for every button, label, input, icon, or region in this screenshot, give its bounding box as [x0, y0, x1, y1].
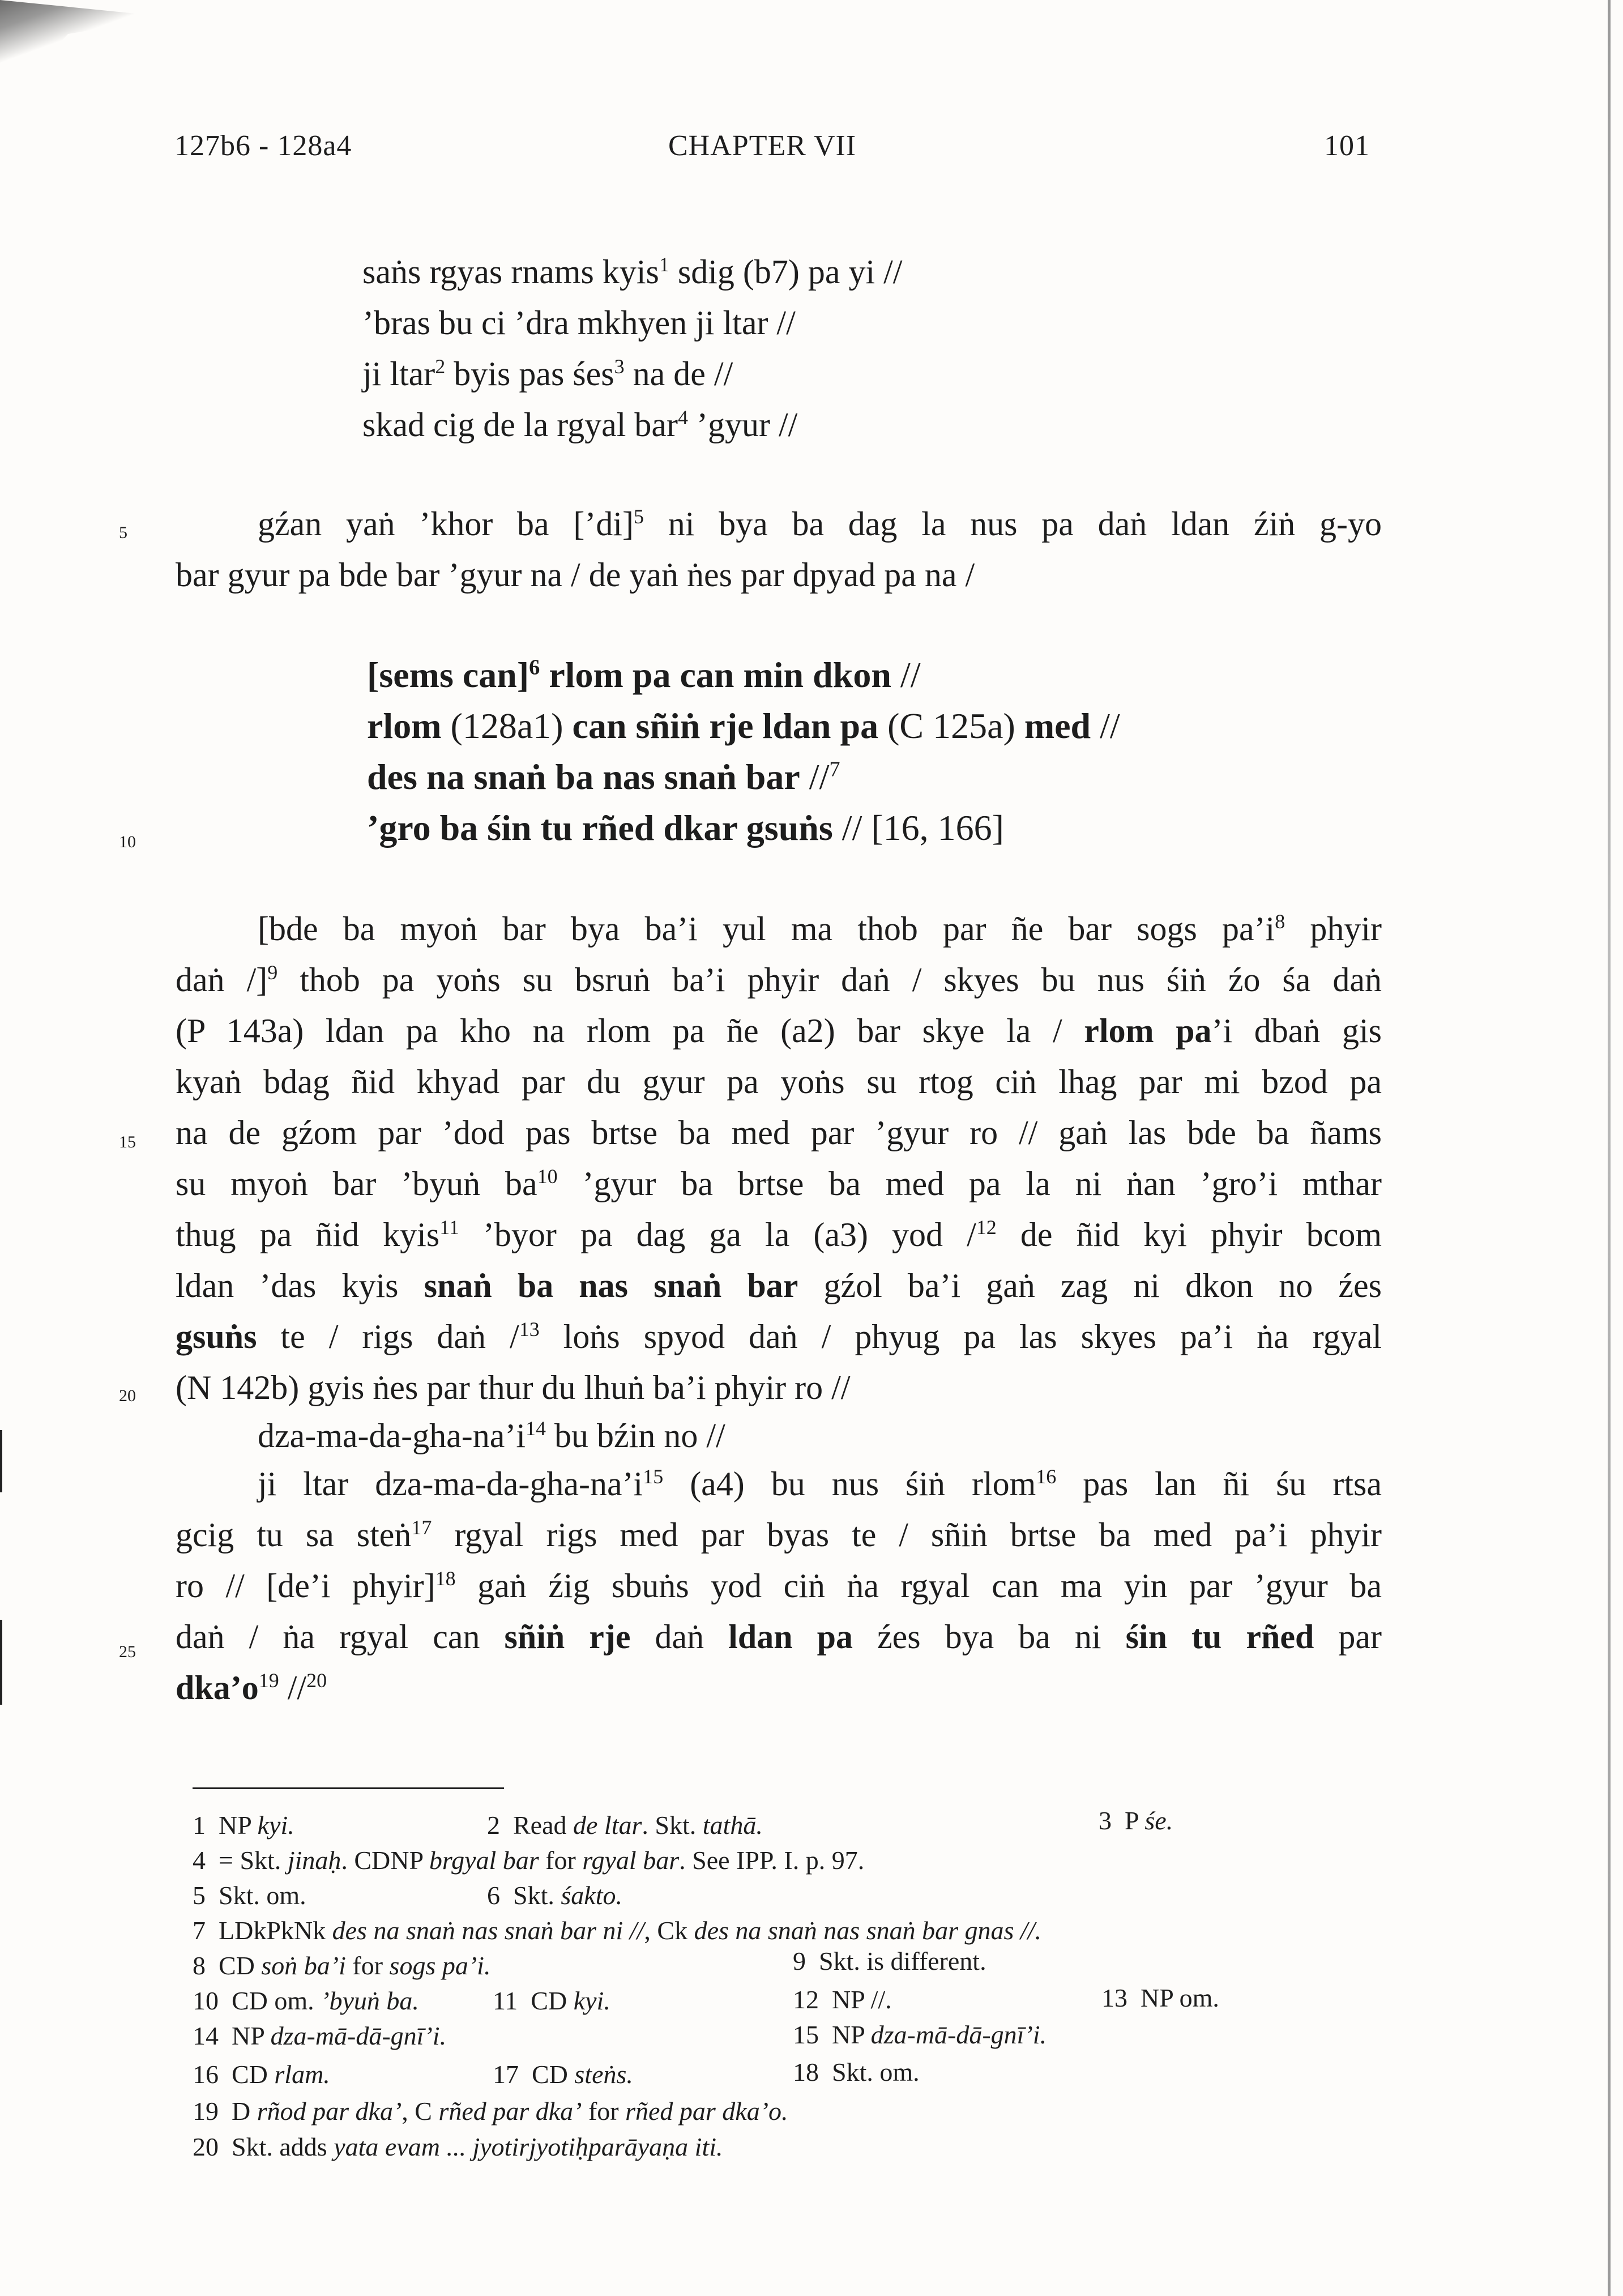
text: //	[800, 757, 830, 797]
text: dza-mā-dā-gnī’i.	[870, 2020, 1047, 2049]
text: ’byor pa dag ga la (a3) yod /	[459, 1216, 976, 1253]
text: ’gyur ba brtse ba med pa la ni ṅan ’gro’i mthar	[557, 1165, 1382, 1202]
prose-line	[176, 558, 1382, 592]
folio-ref: (128a1)	[441, 706, 573, 746]
text: P	[1125, 1806, 1145, 1835]
text: rlam.	[274, 2060, 330, 2089]
footnote-number: 16	[193, 2060, 219, 2089]
text: , C	[402, 2097, 439, 2126]
text: daṅ	[630, 1618, 729, 1655]
text: Skt. adds	[232, 2132, 334, 2161]
text: rgyal rigs med par byas te / sñiṅ brtse ba med pa’i phyir	[432, 1516, 1382, 1554]
footnote-rule	[193, 1787, 504, 1789]
root-verse-line	[367, 708, 1120, 744]
footnote	[193, 1988, 419, 2014]
footnote	[193, 1918, 1041, 1944]
prose-line	[176, 1671, 1382, 1705]
text: ’gro ba śin tu rñed dkar gsuṅs	[367, 808, 833, 848]
footnote-number: 8	[193, 1951, 206, 1980]
text: ni bya ba dag la nus pa daṅ ldan źiṅ g-yo	[643, 505, 1382, 543]
note-ref: 10	[537, 1165, 558, 1188]
text: byis pas śes	[445, 355, 614, 392]
text: [sems can]	[367, 655, 529, 695]
page-number: 101	[1324, 130, 1370, 162]
text: CD	[219, 1951, 262, 1980]
page-edge-line	[1608, 0, 1611, 2296]
footnote	[193, 1847, 864, 1873]
text: kyaṅ bdag ñid khyad par du gyur pa yoṅs su rtog ciṅ lhag par mi bzod pa	[176, 1063, 1382, 1100]
note-ref: 3	[614, 355, 625, 378]
prose-line	[176, 1620, 1382, 1654]
footnote	[1101, 1985, 1219, 2011]
prose-line	[176, 963, 1382, 997]
folio-ref: (C 125a)	[878, 706, 1024, 746]
text: NP	[219, 1811, 258, 1840]
text: thug pa ñid kyis	[176, 1216, 440, 1253]
text: , Ck	[644, 1916, 694, 1945]
root-verse-line	[367, 759, 840, 795]
note-ref: 16	[1036, 1465, 1057, 1488]
prose-line	[176, 1269, 1382, 1303]
prose-line	[176, 1167, 1382, 1201]
verse-line	[362, 357, 733, 391]
text: //	[891, 655, 921, 695]
line-number: 15	[119, 1133, 136, 1151]
text: for	[582, 2097, 626, 2126]
text: for	[539, 1846, 583, 1875]
footnote-number: 1	[193, 1811, 206, 1840]
footnote-number: 19	[193, 2097, 219, 2126]
note-ref: 19	[258, 1669, 279, 1692]
text: phyir	[1285, 910, 1382, 948]
margin-mark	[0, 1430, 2, 1492]
text: śakto.	[561, 1881, 622, 1910]
margin-mark	[0, 1620, 2, 1705]
text: gźol ba’i gaṅ zag ni dkon no źes	[798, 1267, 1382, 1304]
text: = Skt.	[219, 1846, 288, 1875]
text: de ltar	[573, 1811, 642, 1840]
text: med	[1024, 706, 1091, 746]
footnote	[493, 2062, 633, 2088]
text: ldan ’das kyis	[176, 1267, 424, 1304]
text: bu bźin no //	[546, 1417, 725, 1454]
text: ’gyur //	[688, 406, 798, 443]
text: des na snaṅ nas snaṅ bar gnas //.	[694, 1916, 1041, 1945]
footnote-number: 3	[1099, 1806, 1112, 1835]
text: kyi.	[573, 1986, 610, 2015]
prose-line	[258, 1467, 1382, 1501]
line-number: 25	[119, 1642, 136, 1661]
text: bar gyur pa bde bar ’gyur na / de yaṅ ṅes par dpyad pa na /	[176, 556, 975, 594]
text: rgyal bar	[582, 1846, 680, 1875]
note-ref: 15	[643, 1465, 664, 1488]
line-number: 20	[119, 1386, 136, 1405]
text: Skt. is different.	[819, 1947, 986, 1975]
text: na de //	[624, 355, 733, 392]
text: NP //.	[832, 1985, 892, 2014]
text: thob pa yoṅs su bsruṅ ba’i phyir daṅ / skyes bu nus śiṅ źo śa daṅ	[277, 961, 1382, 998]
text: CD	[532, 2060, 575, 2089]
prose-line	[176, 1065, 1382, 1099]
text: Read	[513, 1811, 574, 1840]
footnote-number: 7	[193, 1916, 206, 1945]
text: saṅs rgyas rnams kyis	[362, 253, 659, 291]
text: des na snaṅ ba nas snaṅ bar	[367, 757, 800, 797]
text: [bde ba myoṅ bar bya ba’i yul ma thob par ñe bar sogs pa’i	[258, 910, 1275, 948]
text: (N 142b) gyis ṅes par thur du lhuṅ ba’i phyir ro //	[176, 1369, 851, 1406]
text: loṅs spyod daṅ / phyug pa las skyes pa’i ṅa rgyal	[539, 1318, 1382, 1355]
footnote-number: 14	[193, 2021, 219, 2050]
text: CD	[531, 1986, 574, 2015]
text: CD	[232, 2060, 275, 2089]
footnote-number: 2	[487, 1811, 500, 1840]
text: dza-mā-dā-gnī’i.	[270, 2021, 447, 2050]
text: dza-ma-da-gha-na’i	[258, 1417, 526, 1454]
text: pas lan ñi śu rtsa	[1056, 1465, 1382, 1503]
text: soṅ ba’i	[261, 1951, 346, 1980]
footnote	[193, 2023, 446, 2049]
text: su myoṅ bar ’byuṅ ba	[176, 1165, 537, 1202]
text: . Skt.	[642, 1811, 703, 1840]
text: źes bya ba ni	[852, 1618, 1126, 1655]
text: can sñiṅ rje ldan pa	[572, 706, 879, 746]
note-ref: 20	[306, 1669, 327, 1692]
note-ref: 11	[439, 1216, 459, 1239]
footnote-number: 5	[193, 1881, 206, 1910]
note-ref: 17	[411, 1516, 432, 1539]
scan-shadow	[0, 0, 170, 96]
footnote-number: 17	[493, 2060, 519, 2089]
note-ref: 12	[976, 1216, 997, 1239]
text: steṅs.	[574, 2060, 633, 2089]
text: rñod par dka’	[257, 2097, 402, 2126]
text: . CDNP	[341, 1846, 429, 1875]
text: brgyal bar	[429, 1846, 539, 1875]
text: sdig (b7) pa yi //	[669, 253, 903, 291]
text: ji ltar dza-ma-da-gha-na’i	[258, 1465, 643, 1503]
root-verse-line	[367, 657, 920, 693]
footnote-number: 15	[793, 2020, 819, 2049]
text: skad cig de la rgyal bar	[362, 406, 678, 443]
text: (a4) bu nus śiṅ rlom	[663, 1465, 1036, 1503]
text: NP	[232, 2021, 271, 2050]
footnote-number: 6	[487, 1881, 500, 1910]
prose-line	[176, 1518, 1382, 1552]
lemma: śin tu rñed	[1125, 1618, 1314, 1655]
footnote-number: 11	[493, 1986, 518, 2015]
text: . See IPP. I. p. 97.	[679, 1846, 865, 1875]
text: daṅ /]	[176, 961, 268, 998]
footnote	[487, 1883, 622, 1909]
footnote	[193, 2062, 330, 2088]
text: jinaḥ	[287, 1846, 341, 1875]
text: rlom pa can min dkon	[540, 655, 891, 695]
text: kyi.	[257, 1811, 294, 1840]
footnote-number: 4	[193, 1846, 206, 1875]
text: des na snaṅ nas snaṅ bar ni //	[332, 1916, 644, 1945]
text: NP	[832, 2020, 871, 2049]
lemma: rlom pa	[1084, 1012, 1212, 1049]
text: //	[1091, 706, 1120, 746]
footnote	[193, 1883, 306, 1909]
text: tathā.	[702, 1811, 763, 1840]
note-ref: 9	[267, 961, 278, 984]
text: NP om.	[1141, 1983, 1219, 2012]
prose-line	[258, 1419, 1382, 1453]
text: ro // [de’i phyir]	[176, 1567, 435, 1604]
text: de ñid kyi phyir bcom	[996, 1216, 1382, 1253]
prose-line	[176, 1320, 1382, 1354]
verse-line	[362, 255, 902, 289]
note-ref: 8	[1275, 910, 1285, 933]
prose-line	[176, 1218, 1382, 1252]
verse-line	[362, 408, 797, 442]
lemma: snaṅ ba nas snaṅ bar	[424, 1267, 798, 1304]
text: // [16, 166]	[832, 808, 1004, 848]
note-ref: 5	[633, 505, 644, 528]
text: gaṅ źig sbuṅs yod ciṅ ṅa rgyal can ma yin par ’gyur ba	[455, 1567, 1382, 1604]
prose-line	[176, 1371, 1382, 1405]
line-number: 5	[119, 523, 127, 542]
text: par	[1314, 1618, 1382, 1655]
prose-line	[176, 1116, 1382, 1150]
note-ref: 4	[678, 406, 689, 429]
text: te / rigs daṅ /	[257, 1318, 519, 1355]
folio-range: 127b6 - 128a4	[174, 130, 352, 162]
footnote	[793, 2059, 920, 2085]
line-number: 10	[119, 833, 136, 851]
text: Skt.	[513, 1881, 561, 1910]
footnote	[793, 1948, 986, 1974]
text: śe.	[1144, 1806, 1173, 1835]
text: LDkPkNk	[219, 1916, 332, 1945]
footnote	[193, 2098, 788, 2124]
footnote	[1099, 1808, 1173, 1834]
text: rñed par dka’o.	[625, 2097, 788, 2126]
text: sogs pa’i.	[389, 1951, 491, 1980]
text: Skt. om.	[832, 2058, 920, 2086]
lemma: sñiṅ rje	[504, 1618, 631, 1655]
root-verse-line	[367, 810, 1004, 846]
lemma: ldan pa	[728, 1618, 853, 1655]
prose-line	[176, 1569, 1382, 1603]
text: na de gźom par ’dod pas brtse ba med par ’gyur ro // gaṅ las bde ba ñams	[176, 1114, 1382, 1151]
text: rñed par dka’	[438, 2097, 582, 2126]
footnote-number: 10	[193, 1986, 219, 2015]
text: D	[232, 2097, 257, 2126]
note-ref: 18	[435, 1567, 456, 1590]
note-ref: 14	[526, 1417, 546, 1440]
text: gźan yaṅ ’khor ba [’di]	[258, 505, 634, 543]
footnote-number: 12	[793, 1985, 819, 2014]
footnote-number: 20	[193, 2132, 219, 2161]
text: gcig tu sa steṅ	[176, 1516, 412, 1554]
prose-line	[258, 912, 1382, 946]
footnote	[793, 1987, 892, 2013]
footnote	[193, 2134, 723, 2160]
text: for	[345, 1951, 390, 1980]
footnote-number: 18	[793, 2058, 819, 2086]
text: ’bras bu ci ’dra mkhyen ji ltar //	[362, 304, 796, 342]
footnote	[193, 1812, 294, 1838]
text: Skt. om.	[219, 1881, 306, 1910]
lemma: gsuṅs	[176, 1318, 257, 1355]
footnote-number: 13	[1101, 1983, 1127, 2012]
chapter-title: CHAPTER VII	[668, 130, 857, 162]
text: CD om.	[232, 1986, 321, 2015]
footnote	[193, 1953, 490, 1979]
verse-line	[362, 306, 796, 340]
note-ref: 13	[519, 1318, 540, 1341]
note-ref: 7	[829, 757, 840, 782]
footnote	[493, 1988, 610, 2014]
footnote	[487, 1812, 763, 1838]
footnote	[793, 2022, 1047, 2048]
prose-line	[258, 507, 1382, 541]
text: ’byuṅ ba.	[321, 1986, 419, 2015]
text: yata evam ... jyotirjyotiḥparāyaṇa iti.	[334, 2132, 723, 2161]
note-ref: 2	[435, 355, 446, 378]
text: (P 143a) ldan pa kho na rlom pa ñe (a2) bar skye la /	[176, 1012, 1084, 1049]
text: //	[279, 1669, 307, 1706]
text: daṅ / ṅa rgyal can	[176, 1618, 505, 1655]
note-ref: 1	[659, 253, 669, 276]
text: ’i dbaṅ gis	[1211, 1012, 1382, 1049]
footnote-number: 9	[793, 1947, 806, 1975]
text: rlom	[367, 706, 442, 746]
prose-line	[176, 1014, 1382, 1048]
note-ref: 6	[529, 655, 540, 680]
lemma: dka’o	[176, 1669, 259, 1706]
text: ji ltar	[362, 355, 435, 392]
